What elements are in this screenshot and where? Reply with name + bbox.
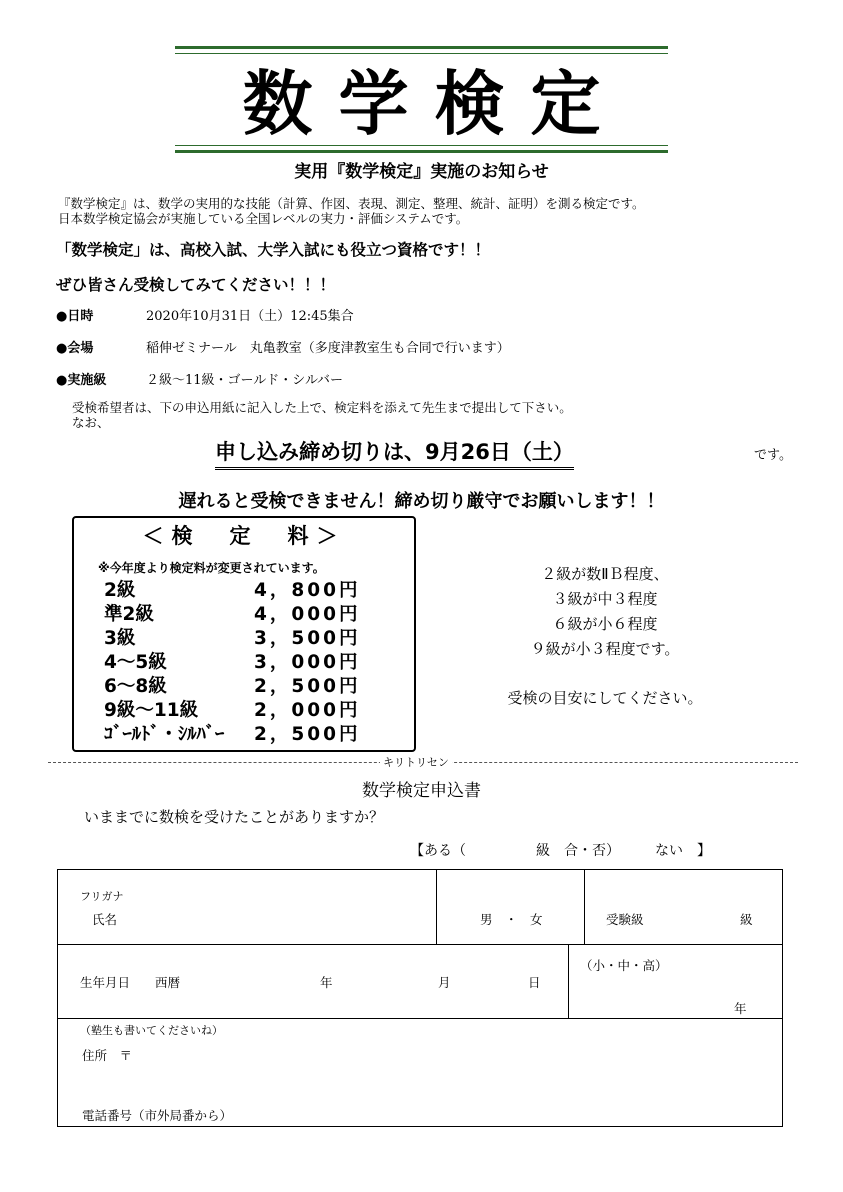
info-date-label: ●日時	[56, 309, 94, 324]
name-field[interactable]: 氏名	[92, 912, 118, 927]
info-venue-value: 稲伸ゼミナール 丸亀教室（多度津教室生も合同で行います）	[146, 341, 510, 356]
info-date-value: 2020年10月31日（土）12:45集合	[146, 309, 354, 324]
level-line-5: 受検の目安にしてください。	[507, 689, 703, 707]
exam-grade-unit: 級	[740, 912, 753, 927]
intro-line-1: 『数学検定』は、数学の実用的な技能（計算、作図、表現、測定、整理、統計、証明）を測る検定です。	[58, 196, 645, 211]
fee-grade: 4～5級	[104, 652, 167, 673]
info-venue	[56, 337, 510, 356]
fee-box	[72, 516, 416, 752]
application-form-table	[57, 869, 783, 1127]
title-rule-top	[175, 46, 668, 49]
highlight-qualification: 「数学検定」は、高校入試、大学入試にも役立つ資格です！！	[56, 241, 491, 259]
form-col-divider	[436, 870, 437, 944]
fee-row	[104, 576, 404, 600]
page-title: 数学検定	[242, 63, 627, 145]
fee-price: 4，000円	[254, 604, 361, 625]
fee-price: 3，000円	[254, 652, 361, 673]
fee-price: 3，500円	[254, 628, 361, 649]
info-grades-value: ２級～11級・ゴールド・シルバー	[146, 373, 344, 388]
instructions	[72, 400, 572, 430]
fee-price: 2，500円	[254, 676, 361, 697]
fee-grade: 9級～11級	[104, 700, 199, 721]
form-title: 数学検定申込書	[362, 781, 481, 801]
fee-row	[104, 624, 404, 648]
fee-row	[104, 696, 404, 720]
gender-field[interactable]: 男 ・ 女	[480, 912, 543, 927]
level-line-2: ３級が中３程度	[552, 590, 658, 608]
furigana-label: フリガナ	[80, 890, 124, 903]
form-row-divider	[58, 1018, 782, 1019]
form-col-divider	[584, 870, 585, 944]
intro-line-2: 日本数学検定協会が実施している全国レベルの実力・評価システムです。	[58, 211, 469, 226]
fee-row	[104, 672, 404, 696]
deadline-warning: 遅れると受検できません！締め切り厳守でお願いします！！	[178, 491, 665, 512]
fee-row	[104, 600, 404, 624]
info-date	[56, 305, 354, 324]
level-guide	[500, 562, 710, 711]
title-rule-top-thin	[175, 53, 668, 54]
fee-grade: 3級	[104, 628, 136, 649]
highlight-encourage: ぜひ皆さん受検してみてください！！！	[56, 276, 336, 294]
fee-price: 2，500円	[254, 724, 361, 745]
deadline-notice: 申し込み締め切りは、9月26日（土）	[215, 436, 574, 470]
title-rule-bottom-thin	[175, 145, 668, 146]
subtitle: 実用『数学検定』実施のお知らせ	[294, 162, 549, 182]
school-type-field[interactable]: （小・中・高）	[580, 958, 668, 973]
fee-grade: 6～8級	[104, 676, 167, 697]
form-row-divider	[58, 944, 782, 945]
fee-grade: ｺﾞｰﾙﾄﾞ・ｼﾙﾊﾞｰ	[104, 724, 225, 745]
fee-price: 2，000円	[254, 700, 361, 721]
school-year-unit: 年	[734, 1001, 747, 1016]
instructions-line-1: 受検希望者は、下の申込用紙に記入した上で、検定料を添えて先生まで提出して下さい。	[72, 400, 572, 415]
fee-grade: 準2級	[104, 604, 154, 625]
info-venue-label: ●会場	[56, 341, 94, 356]
instructions-line-2: なお、	[72, 415, 110, 430]
fee-row	[104, 648, 404, 672]
level-line-3: ６級が小６程度	[552, 615, 658, 633]
address-field[interactable]: 住所 〒	[82, 1048, 133, 1063]
birthdate-field[interactable]: 生年月日 西暦	[80, 975, 181, 990]
fee-price: 4，800円	[254, 580, 361, 601]
form-col-divider	[568, 944, 569, 1018]
deadline-suffix: です。	[754, 448, 792, 463]
birth-year-unit: 年	[320, 975, 333, 990]
info-grades	[56, 369, 343, 388]
exam-grade-field[interactable]: 受験級	[606, 912, 644, 927]
form-answer-options[interactable]: 【ある（ 級 合・否） ない 】	[410, 843, 711, 859]
info-grades-label: ●実施級	[56, 373, 107, 388]
birth-month-unit: 月	[438, 975, 451, 990]
intro-text	[58, 196, 645, 226]
level-line-4: ９級が小３程度です。	[530, 640, 680, 658]
fee-title: ＜検 定 料＞	[142, 524, 346, 548]
phone-field[interactable]: 電話番号（市外局番から）	[82, 1108, 233, 1123]
fee-grade: 2級	[104, 580, 136, 601]
cut-line-label: キリトリセン	[380, 754, 452, 770]
birth-day-unit: 日	[528, 975, 541, 990]
level-line-1: ２級が数ⅡＢ程度、	[541, 565, 669, 583]
title-rule-bottom	[175, 150, 668, 153]
cram-note: （塾生も書いてくださいね）	[80, 1024, 223, 1037]
form-question: いままでに数検を受けたことがありますか？	[84, 808, 385, 826]
fee-row	[104, 720, 404, 744]
fee-note: ※今年度より検定料が変更されています。	[98, 561, 325, 575]
